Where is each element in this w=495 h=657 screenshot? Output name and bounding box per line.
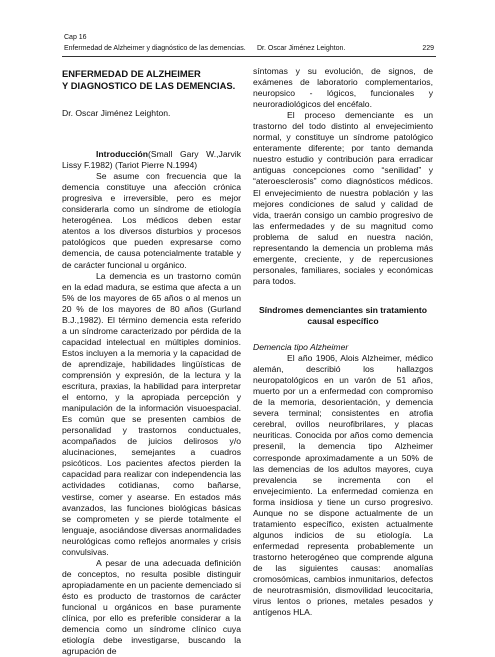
right-column (253, 66, 433, 618)
header-rule (62, 56, 436, 57)
paragraph: La demencia es un trastorno común en la edad madura, se estima que afecta a un 5% de los mayores de 65 años o al menos un 20 % de los mayores de 80 años (Gurland B.J.,1982). El término demencia esta referido a un síndrome caracterizado por pérdida de la capacidad intelectual en múltiples dominios. Estos incluyen a la memoria y la capacidad de de aprendizaje, habilidades lingüísticas de comprensión y expresión, de la lectura y la escritura, praxias, la habilidad para interpretar el entorno, y la apropiada percepción y manipulación de la información visuoespacial. Es común que se presenten cambios de personalidad y trastornos conductuales, acompañados de juicios delirosos y/o alucinaciones, semejantes a cuadros psicóticos. Los pacientes afectos pierden la capacidad para realizar con independencia las actividades cotidianas, como bañarse, vestirse, comer y asearse. En estados más avanzados, las funciones biológicas básicas se comprometen y se pierde totalmente el lenguaje, asociándose diversas anormalidades neurológicas como reflejos anormales y crisis convulsivas. (62, 270, 241, 557)
subheading: Demencia tipo Alzheimer (253, 342, 349, 353)
article-author: Dr. Oscar Jiménez Leighton. (62, 108, 171, 118)
header-chapter-title: Enfermedad de Alzheimer y diagnóstico de las demencias. (64, 45, 246, 52)
header-author: Dr. Oscar Jiménez Leighton. (257, 45, 346, 52)
page-number: 229 (422, 45, 434, 52)
article-title-line-2: Y DIAGNOSTICO DE LAS DEMENCIAS. (62, 79, 236, 91)
paragraph: El año 1906, Alois Alzheimer, médico alemán, describió los hallazgos neuropatológicos en un varón de 51 años, muerto por un a enfermedad con compromiso de la memoria, desorientación, y demencia severa terminal; consistentes en atrofia cerebral, ovillos neurofibrilares, y placas neuriticas. Conocida por años como demencia presenil, la demencia tipo Alzheimer corresponde aproximadamente a un 50% de las demencias de los adultos mayores, cuya prevalencia se incrementa con el envejecimiento. La enfermedad comienza en forma insidiosa y tiene un curso progresivo. Aunque no se dispone actualmente de un tratamiento específico, existen actualmente algunos indicios de su etiología. La enfermedad representa probablemente un trastorno heterogéneo que comprende alguna de las siguientes causas: anomalías cromosómicas, cambios inmunitarios, defectos de neurotrasmisión, dismovilidad leucocitaria, virus lentos o priones, metales pesados y antígenos HLA. (253, 353, 433, 618)
article-title-line-1: ENFERMEDAD DE ALZHEIMER (62, 68, 201, 79)
intro-label: Introducción (96, 149, 149, 160)
spacer (62, 119, 241, 149)
intro-citation: (Small Gary W.,Jarvik Lissy F.1982) (Tariot Pierre N.1994) (62, 149, 241, 171)
paragraph: Se asume con frecuencia que la demencia constituye una afección crónica progresiva e irreversible, pero es mejor considerarla como un síndrome de etiología heterogénea. Los médicos deben estar atentos a los diversos disturbios y procesos patológicos que pueden expresarse como demencia, de causa potencialmente tratable y de carácter funcional u orgánico. (62, 171, 241, 270)
intro-heading (62, 149, 241, 171)
paragraph: síntomas y su evolución, de signos, de exámenes de laboratorio complementarios, neuropsico - lógicos, funcionales y neuroradiológicos del encéfalo. (253, 66, 433, 110)
left-column (62, 68, 241, 657)
paragraph: El proceso demenciante es un trastorno del todo distinto al envejecimiento normal, y constituye un síndrome patológico enteramente diferente; por tanto demanda nuestro estudio y contribución para erradicar antiguas concepciones como “senilidad” y “ateroesclerosis” como diagnósticos médicos. El envejecimiento de nuestra población y las mejores condiciones de salud y calidad de vida, traerán consigo un cambio progresivo de las enfermedades y de su magnitud como problema de salud en nuestra nación, representando la demencia un problema más emergente, creciente, y de repercusiones personales, familiares, sociales y económicas para todos. (253, 110, 433, 286)
paragraph: A pesar de una adecuada definición de conceptos, no resulta posible distinguir apropiadamente en un paciente demenciado si ésto es producto de trastornos de carácter funcional u orgánicos en base puramente clínica, por ello es preferible considerar a la demencia como un síndrome clínico cuya etiología debe investigarse, buscando la agrupación de (62, 557, 241, 657)
running-header-chapter: Cap 16 (64, 34, 87, 41)
section-heading: Síndromes demenciantes sin tratamiento causal específico (258, 304, 428, 326)
